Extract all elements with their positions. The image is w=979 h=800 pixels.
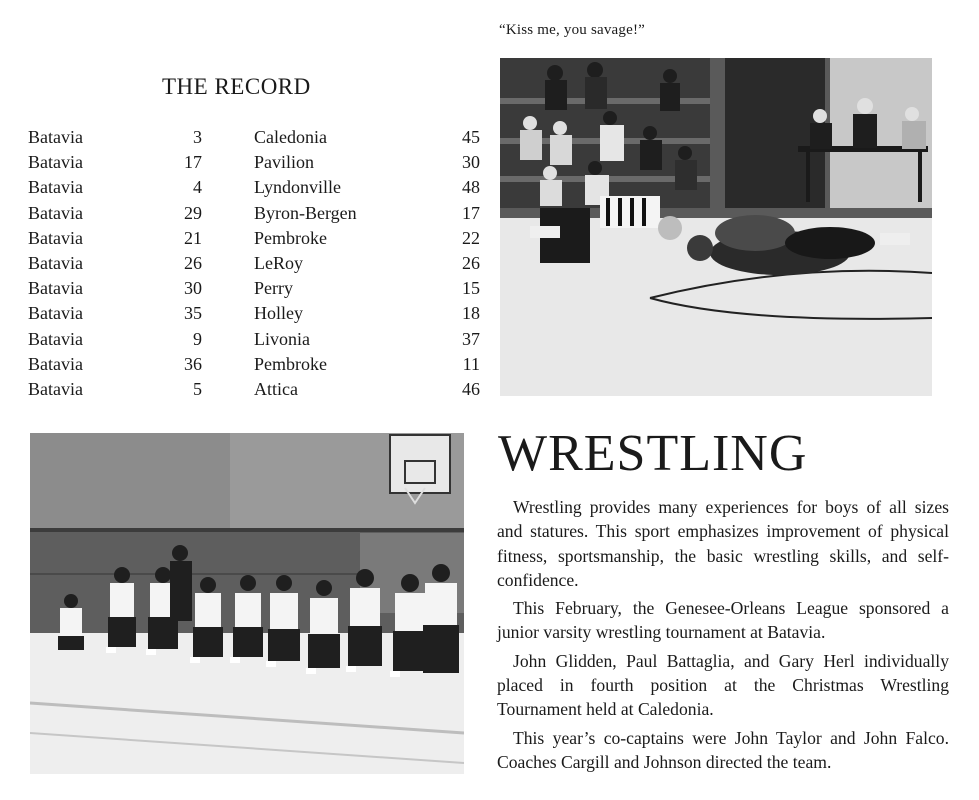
opponent-team: Caledonia [254, 127, 327, 147]
home-team: Batavia [28, 152, 83, 173]
team-bench-photo [30, 433, 464, 774]
paragraph: This February, the Genesee-Orleans League sponsored a junior varsity wrestling tournament at Batavia. [497, 598, 949, 643]
opponent-team: LeRoy [254, 252, 303, 273]
opponent-score: 18 [462, 303, 480, 324]
opponent-score: 11 [462, 353, 480, 374]
opponent-score: 30 [462, 152, 480, 173]
home-team: Batavia [28, 303, 83, 324]
opponent-score: 26 [462, 252, 480, 273]
home-team: Batavia [28, 252, 83, 273]
opponent-score: 22 [462, 227, 480, 248]
home-team: Batavia [28, 278, 83, 299]
home-team: Batavia [28, 328, 83, 349]
opponent-score: 15 [462, 278, 480, 299]
home-score: 26 [184, 252, 202, 273]
home-score: 30 [184, 278, 202, 299]
record-row [28, 127, 480, 152]
opponent-team: Lyndonville [254, 177, 341, 198]
wrestling-match-photo [500, 58, 932, 396]
record-row [28, 203, 480, 228]
record-row [28, 303, 480, 328]
record-title: THE RECORD [162, 74, 311, 99]
article-body [497, 495, 949, 774]
opponent-score: 37 [462, 328, 480, 349]
home-score: 5 [193, 378, 202, 399]
home-team: Batavia [28, 202, 83, 223]
opponent-team: Pavilion [254, 152, 315, 173]
home-score: 35 [184, 303, 202, 324]
record-row [28, 152, 480, 177]
opponent-score: 48 [462, 177, 480, 198]
opponent-score: 45 [462, 127, 480, 147]
record-row [28, 228, 480, 253]
record-row [28, 329, 480, 354]
home-score: 3 [193, 127, 202, 147]
opponent-score: 17 [462, 202, 480, 223]
opponent-team: Perry [254, 278, 293, 299]
photo-caption: “Kiss me, you savage!” [499, 22, 646, 38]
home-score: 4 [193, 177, 202, 198]
opponent-team: Pembroke [254, 353, 327, 374]
opponent-team: Pembroke [254, 227, 327, 248]
home-team: Batavia [28, 127, 83, 147]
home-score: 9 [193, 328, 202, 349]
record-row [28, 253, 480, 278]
home-team: Batavia [28, 378, 83, 399]
opponent-score: 46 [462, 378, 480, 399]
home-score: 21 [184, 227, 202, 248]
record-row [28, 354, 480, 379]
record-row [28, 278, 480, 303]
home-team: Batavia [28, 177, 83, 198]
record-row [28, 379, 480, 404]
section-headline: WRESTLING [498, 425, 808, 482]
opponent-team: Attica [254, 378, 298, 399]
home-team: Batavia [28, 353, 83, 374]
opponent-team: Holley [254, 303, 303, 324]
home-score: 17 [184, 152, 202, 173]
record-table [28, 127, 480, 404]
paragraph: John Glidden, Paul Battaglia, and Gary Herl individually placed in fourth position at the Christmas Wrestling Tournament held at Caledonia. [497, 650, 949, 720]
paragraph: This year’s co-captains were John Taylor and John Falco. Coaches Cargill and Johnson directed the team. [497, 727, 949, 772]
opponent-team: Livonia [254, 328, 310, 349]
record-row [28, 177, 480, 202]
home-score: 29 [184, 202, 202, 223]
opponent-team: Byron-Bergen [254, 202, 357, 223]
home-team: Batavia [28, 227, 83, 248]
paragraph: Wrestling provides many experiences for boys of all sizes and statures. This sport emphasizes improvement of physical fitness, sportsmanship, the basic wrestling skills, and self-confidence. [497, 497, 949, 590]
home-score: 36 [184, 353, 202, 374]
